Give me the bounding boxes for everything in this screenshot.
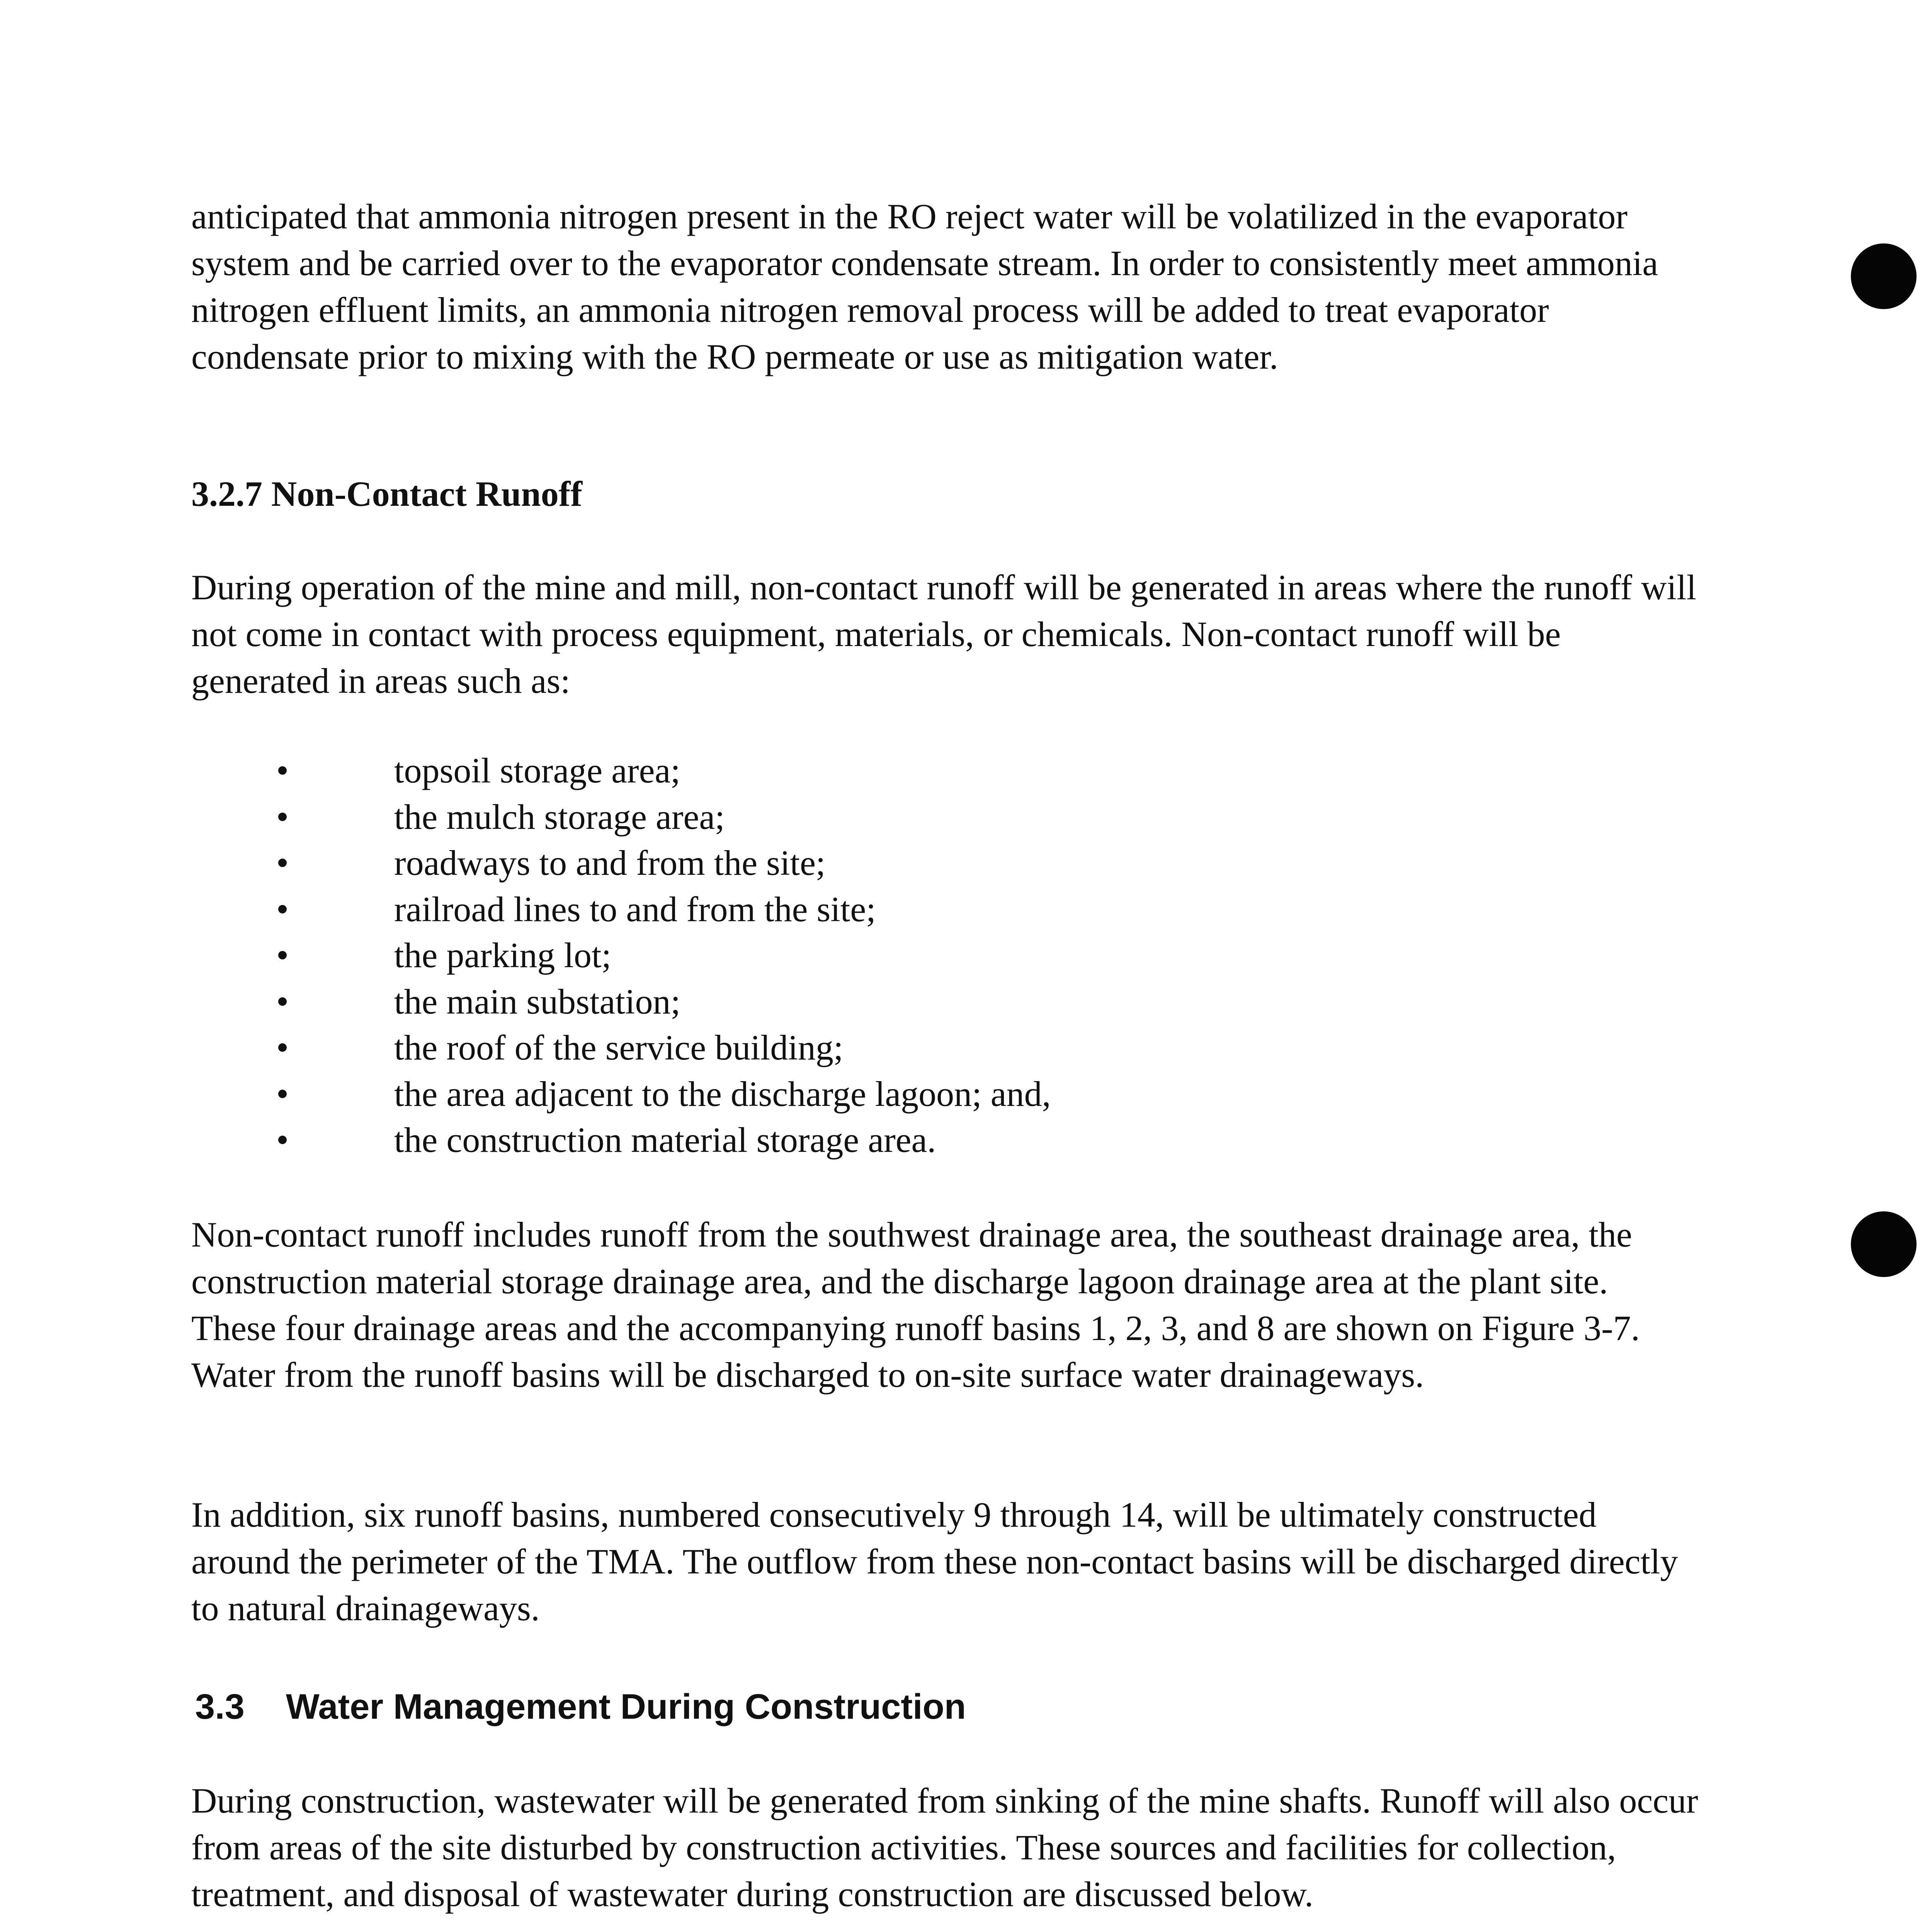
binder-hole-icon <box>1851 1211 1917 1277</box>
bullet-icon <box>278 997 287 1006</box>
bullet-icon <box>278 859 287 867</box>
list-item: railroad lines to and from the site; <box>278 886 1051 933</box>
binder-hole-icon <box>1851 243 1917 309</box>
list-item: the construction material storage area. <box>278 1117 1051 1163</box>
list-item: the area adjacent to the discharge lagoon; and, <box>278 1071 1051 1117</box>
list-item: the mulch storage area; <box>278 794 1051 840</box>
section-title: Water Management During Construction <box>286 1687 966 1726</box>
bullet-icon <box>278 1090 287 1098</box>
list-item: roadways to and from the site; <box>278 840 1051 886</box>
bullet-icon <box>278 1136 287 1144</box>
bullet-icon <box>278 905 287 913</box>
paragraph-runoff-basins: In addition, six runoff basins, numbered consecutively 9 through 14, will be ultimately constructed around the perimeter of the TMA. The outflow from these non-contact basins will be discharged directly to natural drainageways. <box>191 1495 1678 1628</box>
list-item: the roof of the service building; <box>278 1025 1051 1071</box>
list-item: the main substation; <box>278 979 1051 1025</box>
section-number: 3.3 <box>195 1687 245 1726</box>
paragraph-non-contact-runoff: During operation of the mine and mill, non-contact runoff will be generated in areas where the runoff will not come in contact with process equipment, materials, or chemicals. Non-contact runoff will be generated in areas such as: <box>191 568 1697 701</box>
section-heading-3-3 <box>195 1687 966 1727</box>
bullet-icon <box>278 766 287 775</box>
section-heading-3-2-7: 3.2.7 Non-Contact Runoff <box>191 474 582 514</box>
list-item: the parking lot; <box>278 932 1051 979</box>
paragraph-drainage-areas: Non-contact runoff includes runoff from the southwest drainage area, the southeast drainage area, the construction material storage drainage area, and the discharge lagoon drainage area at the plant site. These four drainage areas and the accompanying runoff basins 1, 2, 3, and 8 are shown on Figure 3-7. Water from the runoff basins will be discharged to on-site surface water drainageways. <box>191 1215 1640 1395</box>
bullet-icon <box>278 813 287 821</box>
paragraph-construction: During construction, wastewater will be generated from sinking of the mine shafts. Runoff will also occur from areas of the site disturbed by construction activities. These sources and facilities for collection, treatment, and disposal of wastewater during construction are discussed below. <box>191 1781 1698 1914</box>
list-item: topsoil storage area; <box>278 748 1051 794</box>
bullet-icon <box>278 1043 287 1052</box>
bullet-icon <box>278 951 287 959</box>
runoff-areas-list <box>278 748 1051 1163</box>
paragraph-intro: anticipated that ammonia nitrogen present in the RO reject water will be volatilized in the evaporator system and be carried over to the evaporator condensate stream. In order to consistently meet ammonia nitrogen effluent limits, an ammonia nitrogen removal process will be added to treat evaporator condensate prior to mixing with the RO permeate or use as mitigation water. <box>191 197 1658 376</box>
